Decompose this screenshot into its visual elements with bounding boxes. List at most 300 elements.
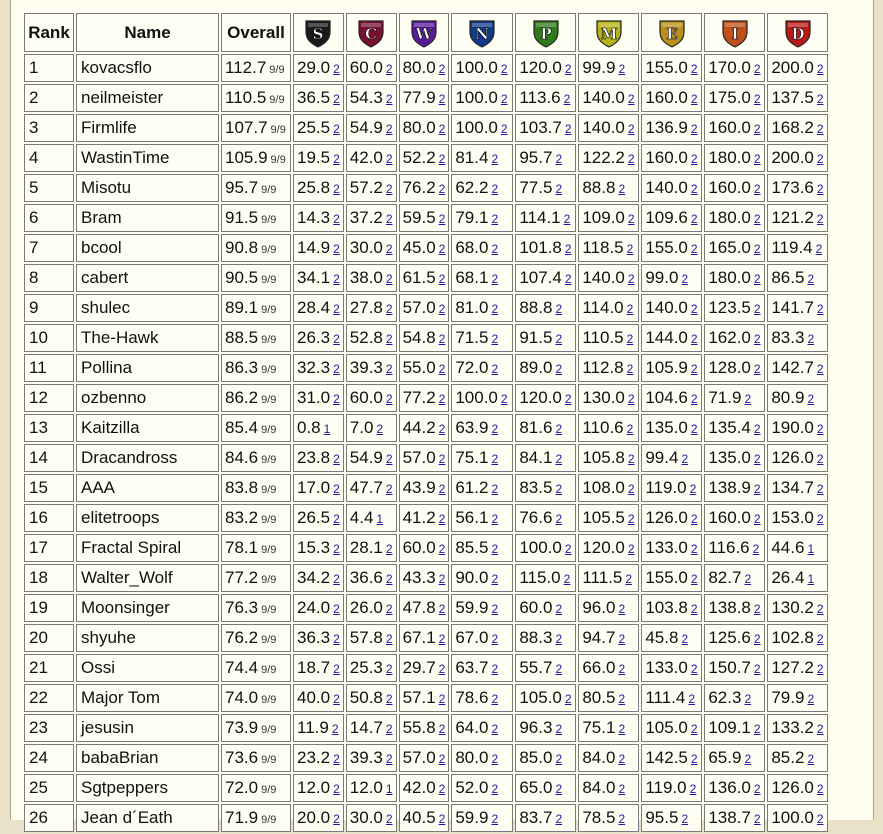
attempts-link[interactable]: 2 [816, 452, 824, 466]
attempts-link[interactable]: 2 [385, 692, 393, 706]
attempts-link[interactable]: 2 [385, 62, 393, 76]
score-cell [399, 264, 450, 292]
attempts-link[interactable]: 2 [816, 92, 824, 106]
attempts-link[interactable]: 2 [438, 272, 446, 286]
attempts-link[interactable]: 2 [816, 152, 824, 166]
attempts-link[interactable]: 2 [385, 632, 393, 646]
score-cell [641, 804, 702, 832]
attempts-link[interactable]: 2 [627, 542, 635, 556]
attempts-link[interactable]: 2 [385, 722, 393, 736]
attempts-link[interactable]: 2 [385, 392, 393, 406]
attempts-link[interactable]: 2 [376, 422, 384, 436]
attempts-link[interactable]: 2 [500, 62, 508, 76]
attempts-link[interactable]: 2 [555, 512, 563, 526]
attempts-link[interactable]: 2 [753, 662, 761, 676]
score-value: 67.0 [455, 628, 489, 647]
attempts-link[interactable]: 2 [385, 182, 393, 196]
attempts-link[interactable]: 2 [385, 212, 393, 226]
attempts-link[interactable]: 2 [564, 692, 572, 706]
attempts-link[interactable]: 2 [618, 182, 626, 196]
score-value: 155.0 [645, 568, 688, 587]
attempts-link[interactable]: 2 [491, 812, 499, 826]
attempts-link[interactable]: 2 [816, 602, 824, 616]
attempts-link[interactable]: 2 [385, 272, 393, 286]
score-cell [767, 654, 828, 682]
attempts-link[interactable]: 2 [438, 572, 446, 586]
attempts-link[interactable]: 2 [690, 362, 698, 376]
attempts-link[interactable]: 2 [626, 242, 634, 256]
attempts-link[interactable]: 2 [438, 152, 446, 166]
score-cell [578, 294, 639, 322]
attempts-link[interactable]: 2 [807, 272, 815, 286]
attempts-link[interactable]: 2 [690, 92, 698, 106]
score-value: 122.2 [582, 148, 625, 167]
attempts-link[interactable]: 2 [385, 572, 393, 586]
attempts-link[interactable]: 2 [333, 812, 340, 826]
score-cell [451, 774, 513, 802]
attempts-link[interactable]: 2 [744, 692, 752, 706]
attempts-link[interactable]: 2 [555, 422, 563, 436]
attempts-link[interactable]: 2 [816, 422, 824, 436]
attempts-link[interactable]: 2 [618, 692, 626, 706]
rank-cell: 11 [24, 354, 74, 382]
attempts-link[interactable]: 2 [555, 152, 563, 166]
attempts-link[interactable]: 2 [690, 422, 698, 436]
attempts-link[interactable]: 2 [438, 722, 446, 736]
rank-cell: 9 [24, 294, 74, 322]
attempts-link[interactable]: 2 [333, 362, 340, 376]
overall-score: 83.2 [225, 508, 259, 527]
attempts-link[interactable]: 2 [753, 362, 761, 376]
attempts-link[interactable]: 2 [690, 572, 698, 586]
score-value: 138.9 [708, 478, 751, 497]
attempts-link[interactable]: 2 [491, 512, 499, 526]
attempts-link[interactable]: 2 [744, 392, 752, 406]
attempts-link[interactable]: 2 [564, 392, 572, 406]
attempts-link[interactable]: 2 [690, 602, 698, 616]
attempts-link[interactable]: 2 [753, 62, 761, 76]
score-value: 55.7 [519, 658, 553, 677]
attempts-link[interactable]: 2 [333, 782, 340, 796]
attempts-link[interactable]: 2 [816, 782, 824, 796]
attempts-link[interactable]: 2 [816, 662, 824, 676]
score-cell [641, 594, 702, 622]
attempts-link[interactable]: 2 [618, 722, 626, 736]
attempts-link[interactable]: 2 [555, 602, 563, 616]
attempts-link[interactable]: 2 [690, 722, 698, 736]
rank-cell: 13 [24, 414, 74, 442]
score-value: 136.0 [708, 778, 751, 797]
attempts-link[interactable]: 2 [690, 302, 698, 316]
attempts-link[interactable]: 2 [753, 812, 761, 826]
attempts-link[interactable]: 2 [690, 662, 698, 676]
attempts-link[interactable]: 2 [491, 782, 499, 796]
attempts-link[interactable]: 2 [438, 182, 446, 196]
score-value: 91.5 [519, 328, 553, 347]
attempts-link[interactable]: 2 [438, 212, 446, 226]
attempts-link[interactable]: 2 [333, 242, 340, 256]
attempts-link[interactable]: 2 [555, 482, 563, 496]
attempts-link[interactable]: 2 [333, 392, 340, 406]
player-name-cell: Ossi [76, 654, 219, 682]
attempts-link[interactable]: 2 [563, 92, 571, 106]
attempts-link[interactable]: 2 [333, 212, 340, 226]
attempts-link[interactable]: 2 [690, 212, 698, 226]
attempts-link[interactable]: 2 [753, 512, 761, 526]
attempts-link[interactable]: 2 [385, 452, 393, 466]
score-value: 54.8 [402, 328, 436, 347]
attempts-link[interactable]: 2 [438, 782, 446, 796]
score-value: 17.0 [297, 478, 331, 497]
attempts-link[interactable]: 2 [491, 212, 499, 226]
attempts-link[interactable]: 2 [627, 482, 635, 496]
attempts-link[interactable]: 2 [753, 422, 761, 436]
attempts-link[interactable]: 2 [385, 752, 393, 766]
score-cell [451, 174, 513, 202]
attempts-link[interactable]: 2 [333, 272, 340, 286]
attempts-link[interactable]: 2 [491, 182, 499, 196]
attempts-link[interactable]: 2 [438, 752, 446, 766]
attempts-link[interactable]: 2 [816, 62, 824, 76]
attempts-link[interactable]: 2 [385, 662, 393, 676]
attempts-link[interactable]: 2 [627, 452, 635, 466]
attempts-link[interactable]: 2 [491, 722, 499, 736]
overall-cell [221, 414, 291, 442]
attempts-link[interactable]: 2 [753, 452, 761, 466]
attempts-link[interactable]: 2 [438, 812, 446, 826]
attempts-link[interactable]: 2 [333, 602, 340, 616]
attempts-link[interactable]: 2 [753, 332, 761, 346]
attempts-link[interactable]: 2 [618, 602, 626, 616]
attempts-link[interactable]: 2 [333, 632, 340, 646]
attempts-link[interactable]: 2 [816, 182, 824, 196]
attempts-link[interactable]: 2 [681, 812, 689, 826]
attempts-link[interactable]: 2 [555, 302, 563, 316]
attempts-link[interactable]: 2 [555, 332, 563, 346]
attempts-link[interactable]: 2 [807, 752, 815, 766]
attempts-link[interactable]: 2 [753, 212, 761, 226]
score-value: 34.2 [297, 568, 331, 587]
attempts-link[interactable]: 2 [816, 812, 824, 826]
attempts-link[interactable]: 2 [753, 242, 761, 256]
attempts-link[interactable]: 2 [491, 752, 499, 766]
attempts-link[interactable]: 2 [753, 782, 761, 796]
attempts-link[interactable]: 2 [500, 392, 508, 406]
shield-letter: I [731, 24, 739, 43]
attempts-link[interactable]: 2 [333, 92, 340, 106]
attempts-link[interactable]: 2 [385, 812, 393, 826]
attempts-link[interactable]: 2 [333, 122, 340, 136]
attempts-link[interactable]: 2 [555, 812, 563, 826]
attempts-link[interactable]: 2 [816, 512, 824, 526]
attempts-link[interactable]: 2 [491, 602, 499, 616]
attempts-link[interactable]: 2 [491, 662, 499, 676]
attempts-link[interactable]: 2 [564, 62, 572, 76]
attempts-link[interactable]: 2 [491, 332, 499, 346]
attempts-link[interactable]: 2 [333, 332, 340, 346]
header-row [24, 13, 828, 52]
attempts-link[interactable]: 2 [438, 332, 446, 346]
attempts-link[interactable]: 2 [438, 602, 446, 616]
attempts-link[interactable]: 2 [333, 662, 340, 676]
attempts-link[interactable]: 2 [744, 752, 752, 766]
attempts-link[interactable]: 2 [438, 482, 446, 496]
attempts-link[interactable]: 2 [438, 422, 446, 436]
attempts-link[interactable]: 2 [816, 122, 824, 136]
attempts-link[interactable]: 2 [555, 662, 563, 676]
attempts-link[interactable]: 2 [491, 302, 499, 316]
table-row [24, 84, 828, 112]
attempts-link[interactable]: 2 [555, 362, 563, 376]
attempts-link[interactable]: 2 [753, 122, 761, 136]
attempts-link[interactable]: 2 [438, 632, 446, 646]
score-cell [704, 744, 765, 772]
attempts-link[interactable]: 2 [627, 122, 635, 136]
attempts-link[interactable]: 2 [753, 182, 761, 196]
attempts-link[interactable]: 2 [752, 542, 760, 556]
attempts-link[interactable]: 2 [688, 692, 696, 706]
score-cell [641, 114, 702, 142]
overall-cell [221, 534, 291, 562]
attempts-link[interactable]: 2 [438, 92, 446, 106]
score-value: 120.0 [519, 388, 562, 407]
attempts-link[interactable]: 2 [816, 482, 824, 496]
attempts-link[interactable]: 2 [385, 362, 393, 376]
score-cell [515, 474, 576, 502]
attempts-link[interactable]: 2 [555, 632, 563, 646]
attempts-link[interactable]: 1 [323, 422, 331, 436]
attempts-link[interactable]: 2 [385, 92, 393, 106]
score-value: 26.5 [297, 508, 331, 527]
attempts-link[interactable]: 2 [816, 722, 824, 736]
attempts-link[interactable]: 2 [690, 542, 698, 556]
attempts-link[interactable]: 2 [438, 392, 446, 406]
attempts-link[interactable]: 2 [491, 572, 499, 586]
attempts-link[interactable]: 2 [555, 782, 563, 796]
attempts-link[interactable]: 2 [681, 632, 689, 646]
score-value: 40.0 [297, 688, 331, 707]
attempts-link[interactable]: 2 [753, 602, 761, 616]
attempts-link[interactable]: 2 [438, 512, 446, 526]
score-value: 119.4 [771, 238, 813, 257]
attempts-link[interactable]: 2 [815, 242, 823, 256]
score-cell [515, 84, 576, 112]
attempts-link[interactable]: 2 [816, 212, 824, 226]
attempts-link[interactable]: 2 [689, 482, 697, 496]
attempts-link[interactable]: 2 [333, 302, 340, 316]
attempts-link[interactable]: 2 [816, 632, 824, 646]
score-cell [399, 504, 450, 532]
attempts-link[interactable]: 2 [438, 62, 446, 76]
attempts-link[interactable]: 2 [626, 332, 634, 346]
rank-cell: 24 [24, 744, 74, 772]
attempts-link[interactable]: 2 [491, 272, 499, 286]
score-value: 135.0 [645, 418, 688, 437]
attempts-link[interactable]: 2 [438, 242, 446, 256]
attempts-link[interactable]: 2 [690, 512, 698, 526]
attempts-link[interactable]: 2 [438, 122, 446, 136]
attempts-link[interactable]: 2 [438, 302, 446, 316]
attempts-link[interactable]: 2 [690, 62, 698, 76]
player-name-cell: WastinTime [76, 144, 219, 172]
attempts-link[interactable]: 1 [807, 572, 815, 586]
attempts-link[interactable]: 2 [333, 692, 340, 706]
attempts-link[interactable]: 2 [500, 122, 508, 136]
attempts-link[interactable]: 2 [564, 122, 572, 136]
attempts-link[interactable]: 2 [618, 62, 626, 76]
attempts-link[interactable]: 2 [491, 542, 499, 556]
score-value: 155.0 [645, 238, 688, 257]
attempts-link[interactable]: 2 [625, 572, 633, 586]
attempts-link[interactable]: 2 [438, 692, 446, 706]
attempts-link[interactable]: 2 [333, 542, 340, 556]
score-value: 101.8 [519, 238, 562, 257]
attempts-link[interactable]: 2 [807, 392, 815, 406]
attempts-link[interactable]: 2 [333, 752, 340, 766]
attempts-link[interactable]: 2 [555, 182, 563, 196]
attempts-link[interactable]: 2 [626, 422, 634, 436]
attempts-link[interactable]: 2 [690, 242, 698, 256]
attempts-link[interactable]: 2 [807, 332, 815, 346]
attempts-link[interactable]: 2 [753, 632, 761, 646]
score-cell [451, 624, 513, 652]
attempts-link[interactable]: 2 [331, 722, 339, 736]
score-cell [704, 444, 765, 472]
attempts-link[interactable]: 2 [563, 212, 571, 226]
attempts-link[interactable]: 2 [753, 92, 761, 106]
score-value: 85.2 [771, 748, 805, 767]
attempts-link[interactable]: 2 [333, 482, 340, 496]
score-value: 12.0 [349, 778, 383, 797]
attempts-link[interactable]: 2 [491, 422, 499, 436]
attempts-link[interactable]: 2 [564, 242, 572, 256]
attempts-link[interactable]: 2 [385, 152, 393, 166]
attempts-link[interactable]: 2 [333, 182, 340, 196]
attempts-link[interactable]: 2 [753, 722, 761, 736]
attempts-link[interactable]: 2 [491, 152, 499, 166]
attempts-link[interactable]: 2 [385, 542, 393, 556]
attempts-link[interactable]: 2 [627, 392, 635, 406]
attempts-link[interactable]: 2 [491, 482, 499, 496]
attempts-link[interactable]: 2 [690, 182, 698, 196]
attempts-link[interactable]: 2 [438, 542, 446, 556]
attempts-link[interactable]: 2 [333, 152, 340, 166]
attempts-link[interactable]: 2 [807, 692, 815, 706]
attempts-link[interactable]: 2 [753, 152, 761, 166]
attempts-link[interactable]: 2 [753, 302, 761, 316]
attempts-link[interactable]: 2 [689, 782, 697, 796]
attempts-link[interactable]: 2 [491, 242, 499, 256]
attempts-link[interactable]: 2 [753, 272, 761, 286]
score-cell [704, 174, 765, 202]
attempts-link[interactable]: 2 [618, 782, 626, 796]
attempts-link[interactable]: 1 [807, 542, 815, 556]
attempts-link[interactable]: 2 [564, 542, 572, 556]
attempts-link[interactable]: 2 [385, 602, 393, 616]
attempts-link[interactable]: 2 [491, 632, 499, 646]
attempts-link[interactable]: 2 [681, 272, 689, 286]
score-cell [578, 84, 639, 112]
attempts-link[interactable]: 2 [500, 92, 508, 106]
score-value: 55.0 [402, 358, 436, 377]
attempts-link[interactable]: 2 [618, 812, 626, 826]
attempts-link[interactable]: 2 [385, 242, 393, 256]
attempts-link[interactable]: 2 [690, 752, 698, 766]
attempts-link[interactable]: 2 [618, 662, 626, 676]
attempts-link[interactable]: 2 [681, 452, 689, 466]
attempts-link[interactable]: 2 [333, 572, 340, 586]
score-cell [704, 294, 765, 322]
score-value: 37.2 [349, 208, 383, 227]
attempts-link[interactable]: 2 [438, 662, 446, 676]
attempts-link[interactable]: 2 [491, 692, 499, 706]
attempts-link[interactable]: 2 [618, 752, 626, 766]
attempts-link[interactable]: 2 [333, 452, 340, 466]
attempts-link[interactable]: 2 [333, 512, 340, 526]
score-cell [578, 444, 639, 472]
category-e-header [641, 13, 702, 52]
attempts-link[interactable]: 2 [618, 632, 626, 646]
score-cell [704, 84, 765, 112]
score-cell [293, 174, 344, 202]
attempts-link[interactable]: 2 [627, 92, 635, 106]
attempts-link[interactable]: 2 [385, 332, 393, 346]
attempts-link[interactable]: 2 [816, 302, 824, 316]
score-cell [293, 54, 344, 82]
score-cell [704, 264, 765, 292]
attempts-link[interactable]: 2 [385, 122, 393, 136]
attempts-link[interactable]: 2 [564, 272, 572, 286]
score-cell [641, 204, 702, 232]
attempts-link[interactable]: 2 [555, 722, 563, 736]
score-value: 71.5 [455, 328, 489, 347]
attempts-link[interactable]: 2 [627, 512, 635, 526]
attempts-link[interactable]: 2 [626, 362, 634, 376]
attempts-link[interactable]: 2 [438, 452, 446, 466]
attempts-link[interactable]: 2 [385, 482, 393, 496]
attempts-link[interactable]: 2 [753, 482, 761, 496]
attempts-link[interactable]: 2 [690, 122, 698, 136]
attempts-link[interactable]: 2 [555, 452, 563, 466]
attempts-link[interactable]: 2 [491, 452, 499, 466]
attempts-link[interactable]: 2 [555, 752, 563, 766]
rank-cell: 2 [24, 84, 74, 112]
attempts-link[interactable]: 2 [690, 152, 698, 166]
score-value: 160.0 [645, 88, 688, 107]
attempts-link[interactable]: 1 [376, 512, 384, 526]
attempts-link[interactable]: 2 [690, 392, 698, 406]
score-cell [451, 714, 513, 742]
attempts-link[interactable]: 2 [627, 152, 635, 166]
attempts-link[interactable]: 2 [816, 362, 824, 376]
attempts-link[interactable]: 2 [744, 572, 752, 586]
attempts-link[interactable]: 2 [690, 332, 698, 346]
attempts-link[interactable]: 2 [385, 302, 393, 316]
rank-cell: 20 [24, 624, 74, 652]
attempts-link[interactable]: 2 [627, 272, 635, 286]
score-value: 120.0 [582, 538, 625, 557]
score-cell [767, 54, 828, 82]
attempts-link[interactable]: 1 [385, 782, 393, 796]
score-value: 114.1 [519, 208, 561, 227]
attempts-link[interactable]: 2 [438, 362, 446, 376]
attempts-link[interactable]: 2 [626, 302, 634, 316]
score-cell [451, 684, 513, 712]
attempts-link[interactable]: 2 [627, 212, 635, 226]
attempts-link[interactable]: 2 [491, 362, 499, 376]
attempts-link[interactable]: 2 [333, 62, 340, 76]
attempts-link[interactable]: 2 [563, 572, 571, 586]
